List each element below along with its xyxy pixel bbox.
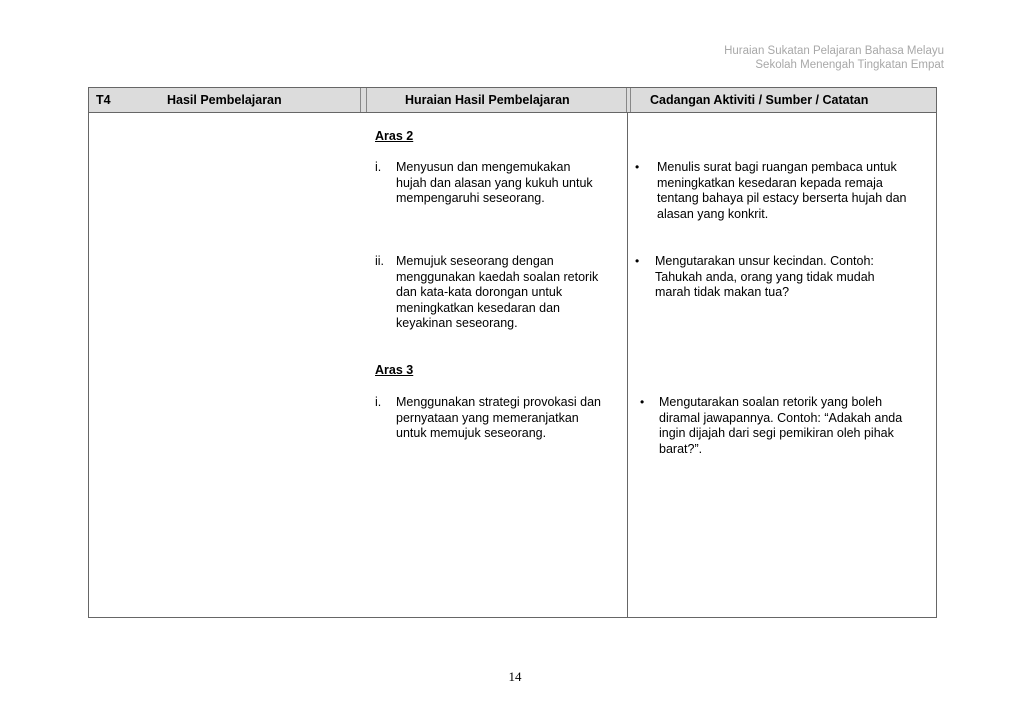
activity-line: meningkatkan kesedaran kepada remaja [657, 175, 883, 190]
description-line: menggunakan kaedah soalan retorik [396, 269, 599, 284]
section-heading: Aras 2 [375, 129, 414, 143]
activity-line: diramal jawapannya. Contoh: “Adakah anda [659, 410, 903, 425]
description-item [396, 160, 593, 207]
activity-line: Mengutarakan soalan retorik yang boleh [659, 395, 883, 409]
description-line: Menyusun dan mengemukakan [396, 160, 571, 174]
table-body [89, 113, 936, 617]
col-header-outcome: Hasil Pembelajaran [167, 93, 282, 107]
header-divider [626, 88, 627, 112]
header-line-2: Sekolah Menengah Tingkatan Empat [755, 59, 944, 71]
bullet-icon: • [635, 254, 640, 268]
item-number: ii. [375, 254, 385, 268]
col-header-description: Huraian Hasil Pembelajaran [405, 93, 570, 107]
col-header-activity: Cadangan Aktiviti / Sumber / Catatan [650, 93, 869, 107]
description-line: Memujuk seseorang dengan [396, 254, 554, 268]
description-line: mempengaruhi seseorang. [396, 191, 545, 205]
description-line: pernyataan yang memeranjatkan [396, 410, 579, 425]
description-line: meningkatkan kesedaran dan [396, 300, 561, 315]
bullet-icon: • [635, 160, 640, 174]
header-divider [366, 88, 367, 112]
activity-item [659, 395, 902, 457]
item-number: i. [375, 395, 382, 409]
header-line-1: Huraian Sukatan Pelajaran Bahasa Melayu [724, 45, 944, 57]
activity-line: alasan yang konkrit. [657, 206, 769, 221]
description-line: keyakinan seseorang. [396, 316, 518, 330]
activity-line: Mengutarakan unsur kecindan. Contoh: [655, 254, 874, 268]
page-number: 14 [508, 669, 522, 684]
activity-line: barat?”. [659, 441, 703, 456]
activity-line: Tahukah anda, orang yang tidak mudah [655, 269, 875, 284]
activity-item [657, 160, 906, 222]
description-item [396, 254, 598, 332]
header-divider [360, 88, 361, 112]
description-line: untuk memujuk seseorang. [396, 426, 547, 440]
syllabus-table [88, 87, 937, 618]
description-item [396, 395, 601, 442]
section-heading: Aras 3 [375, 363, 414, 377]
activity-line: Menulis surat bagi ruangan pembaca untuk [657, 160, 897, 174]
activity-item [655, 254, 875, 301]
running-header [724, 44, 944, 72]
description-line: Menggunakan strategi provokasi dan [396, 395, 601, 409]
bullet-icon: • [640, 395, 645, 409]
header-divider [630, 88, 631, 112]
table-header-row [89, 88, 936, 113]
activity-line: ingin dijajah dari segi pemikiran oleh pihak [659, 426, 894, 440]
activity-line: tentang bahaya pil estacy berserta hujah dan [657, 191, 907, 205]
description-line: hujah dan alasan yang kukuh untuk [396, 175, 593, 190]
description-line: dan kata-kata dorongan untuk [396, 285, 563, 299]
activity-line: marah tidak makan tua? [655, 285, 790, 299]
item-number: i. [375, 160, 382, 174]
col-header-level: T4 [96, 93, 111, 107]
